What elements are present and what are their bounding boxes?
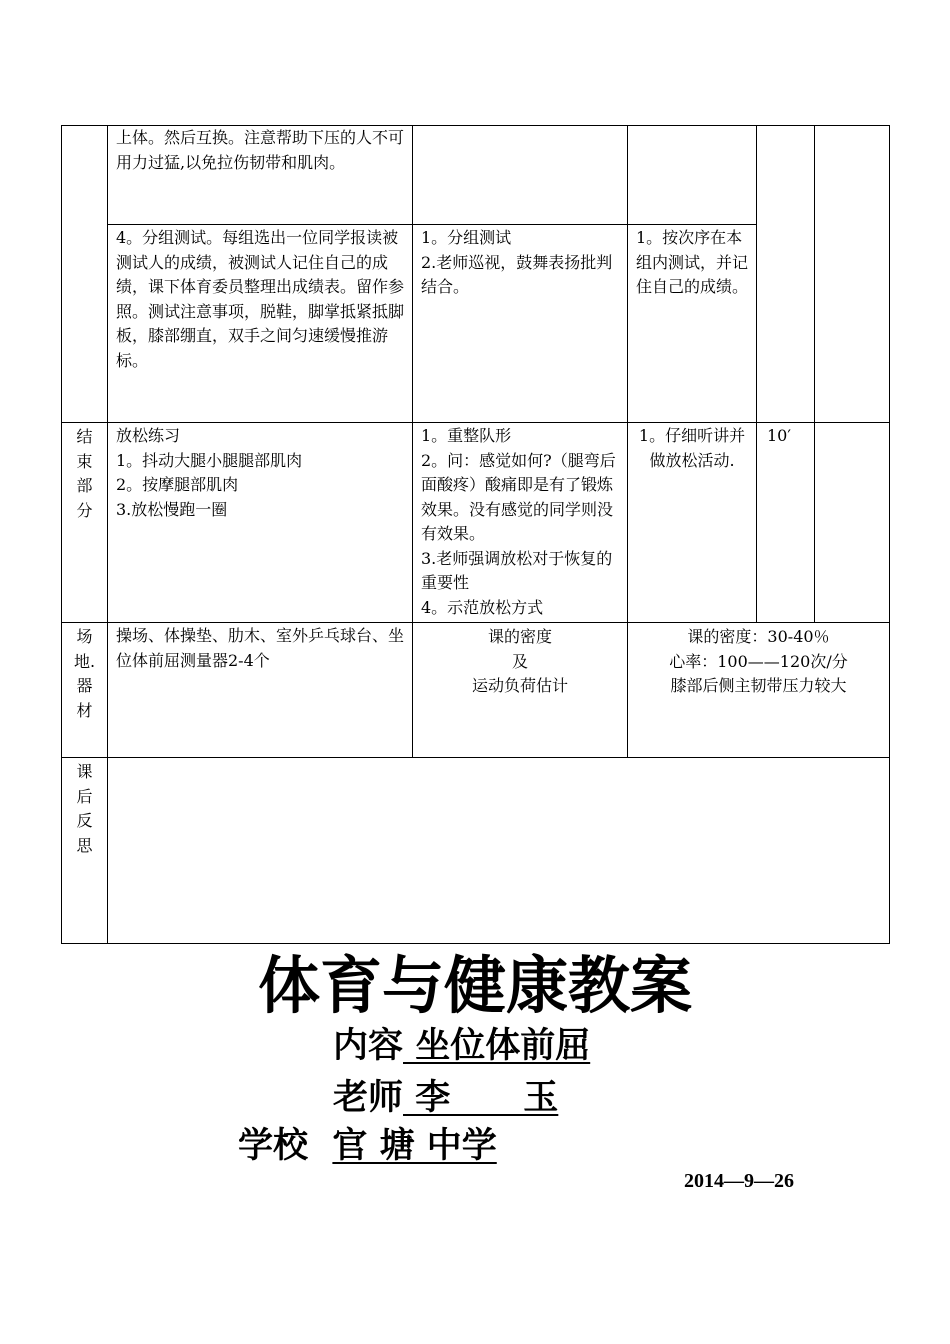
row4-density-value: 课的密度：30-40％ 心率：100——120次/分 膝部后侧主韧带压力较大 — [669, 627, 848, 695]
row4-section-label: 场 地. 器 材 — [73, 627, 96, 720]
document-title: 体育与健康教案 — [257, 949, 692, 1022]
row3-teacher-activity: 1。重整队形 2。问：感觉如何?（腿弯后面酸疼）酸痛即是有了锻炼效果。没有感觉的同学则没有效果。 3.老师强调放松对于恢复的重要性 4。示范放松方式 — [421, 426, 616, 617]
row3-content: 放松练习 1。抖动大腿小腿腿部肌肉 2。按摩腿部肌肉 3.放松慢跑一圈 — [116, 426, 303, 519]
col-divider-time — [814, 125, 815, 623]
col-divider-student — [756, 125, 757, 623]
content-label: 内容 — [333, 1026, 404, 1066]
row4-equipment: 操场、体操垫、肋木、室外乒乓球台、坐位体前屈测量器2-4个 — [116, 626, 405, 670]
row3-time: 10′ — [767, 426, 791, 445]
row3-student-activity: 1。仔细听讲并做放松活动. — [638, 426, 746, 470]
row5-section-label: 课 后 反 思 — [76, 762, 93, 855]
teacher-line — [333, 1076, 558, 1120]
lesson-date: 2014—9—26 — [684, 1170, 794, 1192]
row2-student-activity: 1。按次序在本组内测试，并记住自己的成绩。 — [636, 228, 749, 296]
school-label: 学校 — [238, 1126, 309, 1166]
school-line — [238, 1124, 497, 1168]
row1-content: 上体。然后互换。注意帮助下压的人不可用力过猛,以免拉伤韧带和肌肉。 — [116, 128, 405, 172]
school-value: 官 塘 中学 — [332, 1126, 497, 1166]
teacher-label: 老师 — [333, 1078, 404, 1118]
row5-reflection — [108, 758, 889, 762]
row2-teacher-activity: 1。分组测试 2.老师巡视，鼓舞表扬批判结合。 — [421, 228, 613, 296]
table-border-right — [889, 125, 890, 944]
table-border-bottom — [61, 943, 890, 944]
content-value: 坐位体前屈 — [403, 1026, 591, 1066]
row3-section-label: 结 束 部 分 — [76, 427, 93, 520]
row4-density-label: 课的密度 及 运动负荷估计 — [471, 627, 568, 695]
content-line — [333, 1024, 590, 1068]
row2-content: 4。分组测试。每组选出一位同学报读被测试人的成绩，被测试人记住自己的成绩，课下体育委员整理出成绩表。留作参照。测试注意事项，脱鞋，脚掌抵紧抵脚板，膝部绷直，双手之间匀速缓慢推游标。 — [116, 228, 405, 370]
teacher-value: 李 玉 — [403, 1078, 559, 1118]
